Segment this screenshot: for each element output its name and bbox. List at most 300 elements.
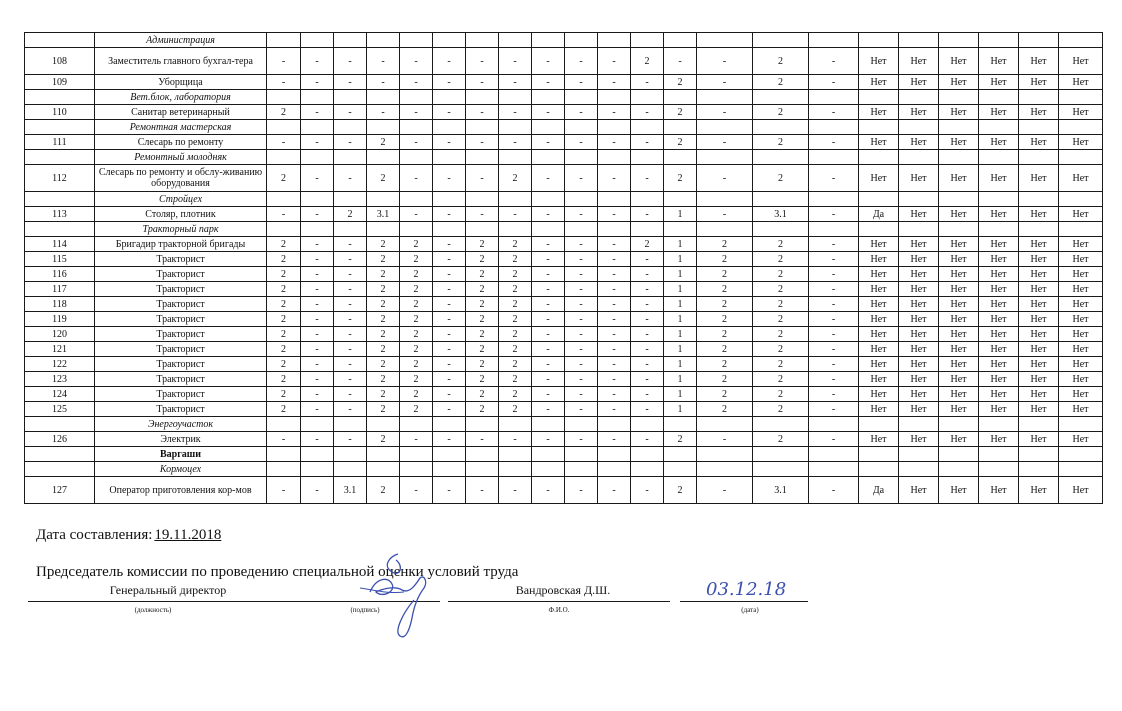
class-cell: 3.1 [753, 477, 809, 504]
class-cell: - [301, 327, 334, 342]
class-cell: - [334, 342, 367, 357]
empty-cell [631, 447, 664, 462]
class-cell: - [334, 327, 367, 342]
class-cell: 2 [267, 267, 301, 282]
empty-cell [631, 33, 664, 48]
empty-cell [598, 120, 631, 135]
flag-cell: Нет [859, 372, 899, 387]
class-cell: - [809, 402, 859, 417]
class-cell: - [809, 387, 859, 402]
class-cell: - [532, 135, 565, 150]
class-cell: - [367, 75, 400, 90]
empty-cell [499, 447, 532, 462]
class-cell: - [334, 402, 367, 417]
class-cell: 2 [466, 237, 499, 252]
class-cell: - [433, 402, 466, 417]
empty-cell [939, 120, 979, 135]
empty-cell [499, 222, 532, 237]
empty-cell [899, 447, 939, 462]
empty-cell [939, 222, 979, 237]
empty-cell [753, 120, 809, 135]
flag-cell: Нет [899, 327, 939, 342]
flag-cell: Нет [979, 207, 1019, 222]
class-cell: - [334, 75, 367, 90]
flag-cell: Нет [939, 267, 979, 282]
class-cell: 2 [466, 387, 499, 402]
class-cell: 2 [499, 282, 532, 297]
flag-cell: Нет [979, 342, 1019, 357]
class-cell: - [598, 48, 631, 75]
position-name: Бригадир тракторной бригады [95, 237, 267, 252]
empty-cell [25, 120, 95, 135]
class-cell: 2 [400, 342, 433, 357]
flag-cell: Нет [979, 135, 1019, 150]
class-cell: 2 [466, 297, 499, 312]
class-cell: - [400, 48, 433, 75]
empty-cell [859, 150, 899, 165]
class-cell: - [499, 207, 532, 222]
flag-cell: Нет [939, 342, 979, 357]
empty-cell [532, 222, 565, 237]
class-cell: - [267, 207, 301, 222]
empty-cell [267, 33, 301, 48]
empty-cell [433, 120, 466, 135]
class-cell: - [532, 207, 565, 222]
empty-cell [25, 33, 95, 48]
class-cell: 2 [664, 135, 697, 150]
empty-cell [697, 33, 753, 48]
class-cell: 2 [400, 327, 433, 342]
class-cell: 2 [499, 372, 532, 387]
flag-cell: Нет [899, 477, 939, 504]
class-cell: - [334, 237, 367, 252]
position-name: Тракторист [95, 312, 267, 327]
empty-cell [899, 462, 939, 477]
empty-cell [979, 90, 1019, 105]
table-row [25, 252, 1103, 267]
empty-cell [400, 120, 433, 135]
class-cell: - [433, 387, 466, 402]
flag-cell: Нет [939, 387, 979, 402]
flag-cell: Нет [859, 135, 899, 150]
flag-cell: Нет [1019, 477, 1059, 504]
flag-cell: Нет [1059, 75, 1103, 90]
class-cell: 2 [367, 372, 400, 387]
class-cell: - [466, 432, 499, 447]
class-cell: 2 [400, 312, 433, 327]
flag-cell: Нет [1019, 312, 1059, 327]
empty-cell [433, 222, 466, 237]
section-title: Ремонтная мастерская [95, 120, 267, 135]
empty-cell [499, 33, 532, 48]
class-cell: - [267, 477, 301, 504]
empty-cell [631, 192, 664, 207]
flag-cell: Нет [899, 207, 939, 222]
flag-cell: Нет [1019, 105, 1059, 120]
flag-cell: Нет [939, 477, 979, 504]
class-cell: - [267, 135, 301, 150]
section-title: Тракторный парк [95, 222, 267, 237]
section-title: Ремонтный молодняк [95, 150, 267, 165]
class-cell: - [532, 267, 565, 282]
empty-cell [466, 150, 499, 165]
class-cell: 2 [267, 105, 301, 120]
class-cell: 2 [664, 75, 697, 90]
empty-cell [267, 150, 301, 165]
class-cell: - [697, 105, 753, 120]
class-cell: - [466, 135, 499, 150]
empty-cell [466, 417, 499, 432]
empty-cell [1019, 447, 1059, 462]
position-name: Столяр, плотник [95, 207, 267, 222]
empty-cell [532, 90, 565, 105]
empty-cell [753, 33, 809, 48]
flag-cell: Нет [979, 327, 1019, 342]
section-title: Администрация [95, 33, 267, 48]
empty-cell [859, 33, 899, 48]
empty-cell [499, 462, 532, 477]
class-cell: 2 [367, 267, 400, 282]
empty-cell [809, 150, 859, 165]
flag-cell: Нет [1019, 432, 1059, 447]
empty-cell [267, 447, 301, 462]
empty-cell [25, 447, 95, 462]
flag-cell: Нет [979, 75, 1019, 90]
empty-cell [367, 222, 400, 237]
flag-cell: Нет [899, 135, 939, 150]
empty-cell [979, 462, 1019, 477]
flag-cell: Нет [859, 402, 899, 417]
class-cell: - [334, 432, 367, 447]
empty-cell [532, 150, 565, 165]
class-cell: - [631, 342, 664, 357]
fio-line [448, 601, 670, 602]
flag-cell: Нет [939, 357, 979, 372]
class-cell: - [301, 297, 334, 312]
class-cell: 2 [267, 387, 301, 402]
class-cell: 2 [400, 387, 433, 402]
class-cell: - [809, 48, 859, 75]
class-cell: 1 [664, 297, 697, 312]
flag-cell: Нет [939, 282, 979, 297]
empty-cell [565, 192, 598, 207]
flag-cell: Нет [1059, 387, 1103, 402]
class-cell: - [697, 135, 753, 150]
class-cell: - [532, 357, 565, 372]
class-cell: - [565, 267, 598, 282]
empty-cell [697, 120, 753, 135]
handwritten-signature [330, 548, 450, 643]
class-cell: - [301, 252, 334, 267]
class-cell: 2 [367, 135, 400, 150]
empty-cell [267, 462, 301, 477]
flag-cell: Нет [939, 75, 979, 90]
flag-cell: Нет [1059, 267, 1103, 282]
class-cell: 2 [753, 48, 809, 75]
flag-cell: Нет [1059, 357, 1103, 372]
class-cell: - [532, 387, 565, 402]
flag-cell: Нет [1019, 207, 1059, 222]
empty-cell [532, 192, 565, 207]
empty-cell [466, 120, 499, 135]
empty-cell [631, 90, 664, 105]
empty-cell [433, 462, 466, 477]
empty-cell [565, 462, 598, 477]
empty-cell [598, 90, 631, 105]
row-number: 117 [25, 282, 95, 297]
class-cell: - [334, 252, 367, 267]
class-cell: 1 [664, 267, 697, 282]
class-cell: 2 [400, 372, 433, 387]
class-cell: - [697, 432, 753, 447]
class-cell: 2 [400, 297, 433, 312]
empty-cell [979, 120, 1019, 135]
class-cell: 1 [664, 342, 697, 357]
class-cell: 2 [499, 165, 532, 192]
empty-cell [334, 417, 367, 432]
class-cell: - [532, 327, 565, 342]
empty-cell [367, 447, 400, 462]
empty-cell [859, 462, 899, 477]
table-row [25, 105, 1103, 120]
flag-cell: Нет [939, 312, 979, 327]
empty-cell [334, 33, 367, 48]
class-cell: - [532, 282, 565, 297]
empty-cell [267, 90, 301, 105]
empty-cell [899, 120, 939, 135]
flag-cell: Нет [1059, 327, 1103, 342]
flag-cell: Нет [979, 387, 1019, 402]
section-title: Стройцех [95, 192, 267, 207]
empty-cell [565, 33, 598, 48]
class-cell: 1 [664, 252, 697, 267]
empty-cell [697, 462, 753, 477]
flag-cell: Нет [979, 282, 1019, 297]
flag-cell: Нет [859, 432, 899, 447]
empty-cell [433, 150, 466, 165]
empty-cell [499, 150, 532, 165]
class-cell: - [565, 477, 598, 504]
class-cell: - [664, 48, 697, 75]
class-cell: - [532, 252, 565, 267]
empty-cell [753, 192, 809, 207]
empty-cell [367, 192, 400, 207]
class-cell: 3.1 [334, 477, 367, 504]
class-cell: - [565, 357, 598, 372]
class-cell: - [367, 48, 400, 75]
row-number: 124 [25, 387, 95, 402]
empty-cell [697, 447, 753, 462]
flag-cell: Нет [939, 402, 979, 417]
class-cell: 2 [499, 402, 532, 417]
class-cell: - [809, 357, 859, 372]
flag-cell: Нет [859, 105, 899, 120]
empty-cell [809, 90, 859, 105]
class-cell: 2 [664, 477, 697, 504]
class-cell: - [631, 75, 664, 90]
class-cell: 2 [753, 312, 809, 327]
flag-cell: Нет [859, 75, 899, 90]
class-cell: 1 [664, 282, 697, 297]
empty-cell [301, 462, 334, 477]
class-cell: - [334, 282, 367, 297]
class-cell: - [809, 477, 859, 504]
class-cell: 2 [400, 237, 433, 252]
empty-cell [565, 417, 598, 432]
position-name: Санитар ветеринарный [95, 105, 267, 120]
class-cell: 2 [753, 237, 809, 252]
section-title: Вет.блок, лаборатория [95, 90, 267, 105]
class-cell: 2 [367, 327, 400, 342]
empty-cell [664, 447, 697, 462]
flag-cell: Нет [899, 432, 939, 447]
empty-cell [664, 90, 697, 105]
class-cell: - [809, 267, 859, 282]
empty-cell [433, 33, 466, 48]
flag-cell: Нет [939, 252, 979, 267]
position-name: Уборщица [95, 75, 267, 90]
class-cell: - [565, 135, 598, 150]
class-cell: - [598, 432, 631, 447]
section-header-row [25, 192, 1103, 207]
class-cell: - [565, 327, 598, 342]
class-cell: 1 [664, 237, 697, 252]
class-cell: 2 [267, 402, 301, 417]
class-cell: - [631, 372, 664, 387]
signature-caption: (подпись) [350, 606, 380, 614]
class-cell: - [433, 282, 466, 297]
table-row [25, 165, 1103, 192]
flag-cell: Нет [979, 105, 1019, 120]
class-cell: 2 [499, 387, 532, 402]
class-cell: - [532, 165, 565, 192]
class-cell: - [631, 165, 664, 192]
class-cell: - [565, 48, 598, 75]
class-cell: 2 [267, 357, 301, 372]
class-cell: - [598, 252, 631, 267]
flag-cell: Нет [859, 165, 899, 192]
class-cell: - [809, 282, 859, 297]
empty-cell [267, 222, 301, 237]
class-cell: - [565, 105, 598, 120]
section-header-row [25, 462, 1103, 477]
class-cell: - [532, 297, 565, 312]
empty-cell [400, 90, 433, 105]
flag-cell: Нет [899, 372, 939, 387]
class-cell: - [301, 387, 334, 402]
class-cell: 2 [400, 282, 433, 297]
flag-cell: Нет [899, 357, 939, 372]
chair-position: Генеральный директор [109, 583, 227, 597]
flag-cell: Нет [859, 327, 899, 342]
empty-cell [565, 222, 598, 237]
class-cell: 2 [499, 252, 532, 267]
class-cell: - [631, 207, 664, 222]
flag-cell: Нет [979, 48, 1019, 75]
class-cell: - [809, 342, 859, 357]
table-row [25, 207, 1103, 222]
class-cell: - [499, 75, 532, 90]
class-cell: 2 [697, 312, 753, 327]
class-cell: - [565, 372, 598, 387]
class-cell: - [697, 165, 753, 192]
class-cell: 2 [367, 432, 400, 447]
class-cell: - [532, 75, 565, 90]
row-number: 118 [25, 297, 95, 312]
class-cell: - [334, 135, 367, 150]
class-cell: - [565, 387, 598, 402]
class-cell: 2 [400, 267, 433, 282]
table-row [25, 312, 1103, 327]
empty-cell [753, 447, 809, 462]
empty-cell [334, 90, 367, 105]
flag-cell: Нет [899, 48, 939, 75]
class-cell: - [499, 135, 532, 150]
flag-cell: Нет [899, 312, 939, 327]
class-cell: - [809, 312, 859, 327]
position-name: Тракторист [95, 267, 267, 282]
class-cell: - [631, 297, 664, 312]
empty-cell [697, 222, 753, 237]
empty-cell [565, 150, 598, 165]
flag-cell: Нет [899, 165, 939, 192]
class-cell: - [466, 207, 499, 222]
row-number: 122 [25, 357, 95, 372]
class-cell: 2 [664, 105, 697, 120]
empty-cell [367, 33, 400, 48]
class-cell: 2 [367, 282, 400, 297]
class-cell: 2 [400, 357, 433, 372]
empty-cell [1059, 462, 1103, 477]
empty-cell [598, 33, 631, 48]
position-name: Тракторист [95, 402, 267, 417]
class-cell: - [565, 75, 598, 90]
flag-cell: Нет [899, 105, 939, 120]
class-cell: 2 [367, 312, 400, 327]
empty-cell [979, 33, 1019, 48]
empty-cell [664, 222, 697, 237]
empty-cell [334, 222, 367, 237]
class-cell: - [301, 282, 334, 297]
flag-cell: Нет [979, 432, 1019, 447]
flag-cell: Нет [979, 372, 1019, 387]
empty-cell [753, 150, 809, 165]
section-header-row [25, 90, 1103, 105]
flag-cell: Нет [859, 312, 899, 327]
class-cell: - [565, 282, 598, 297]
position-line [28, 601, 308, 602]
flag-cell: Нет [1059, 165, 1103, 192]
flag-cell: Нет [939, 207, 979, 222]
class-cell: 2 [664, 432, 697, 447]
empty-cell [301, 447, 334, 462]
class-cell: - [466, 75, 499, 90]
row-number: 116 [25, 267, 95, 282]
class-cell: - [809, 75, 859, 90]
class-cell: 2 [753, 105, 809, 120]
empty-cell [499, 192, 532, 207]
flag-cell: Нет [1019, 135, 1059, 150]
class-cell: - [598, 135, 631, 150]
empty-cell [433, 447, 466, 462]
row-number: 112 [25, 165, 95, 192]
class-cell: - [400, 207, 433, 222]
class-cell: - [631, 357, 664, 372]
flag-cell: Нет [939, 237, 979, 252]
empty-cell [899, 150, 939, 165]
empty-cell [334, 462, 367, 477]
class-cell: 2 [753, 252, 809, 267]
